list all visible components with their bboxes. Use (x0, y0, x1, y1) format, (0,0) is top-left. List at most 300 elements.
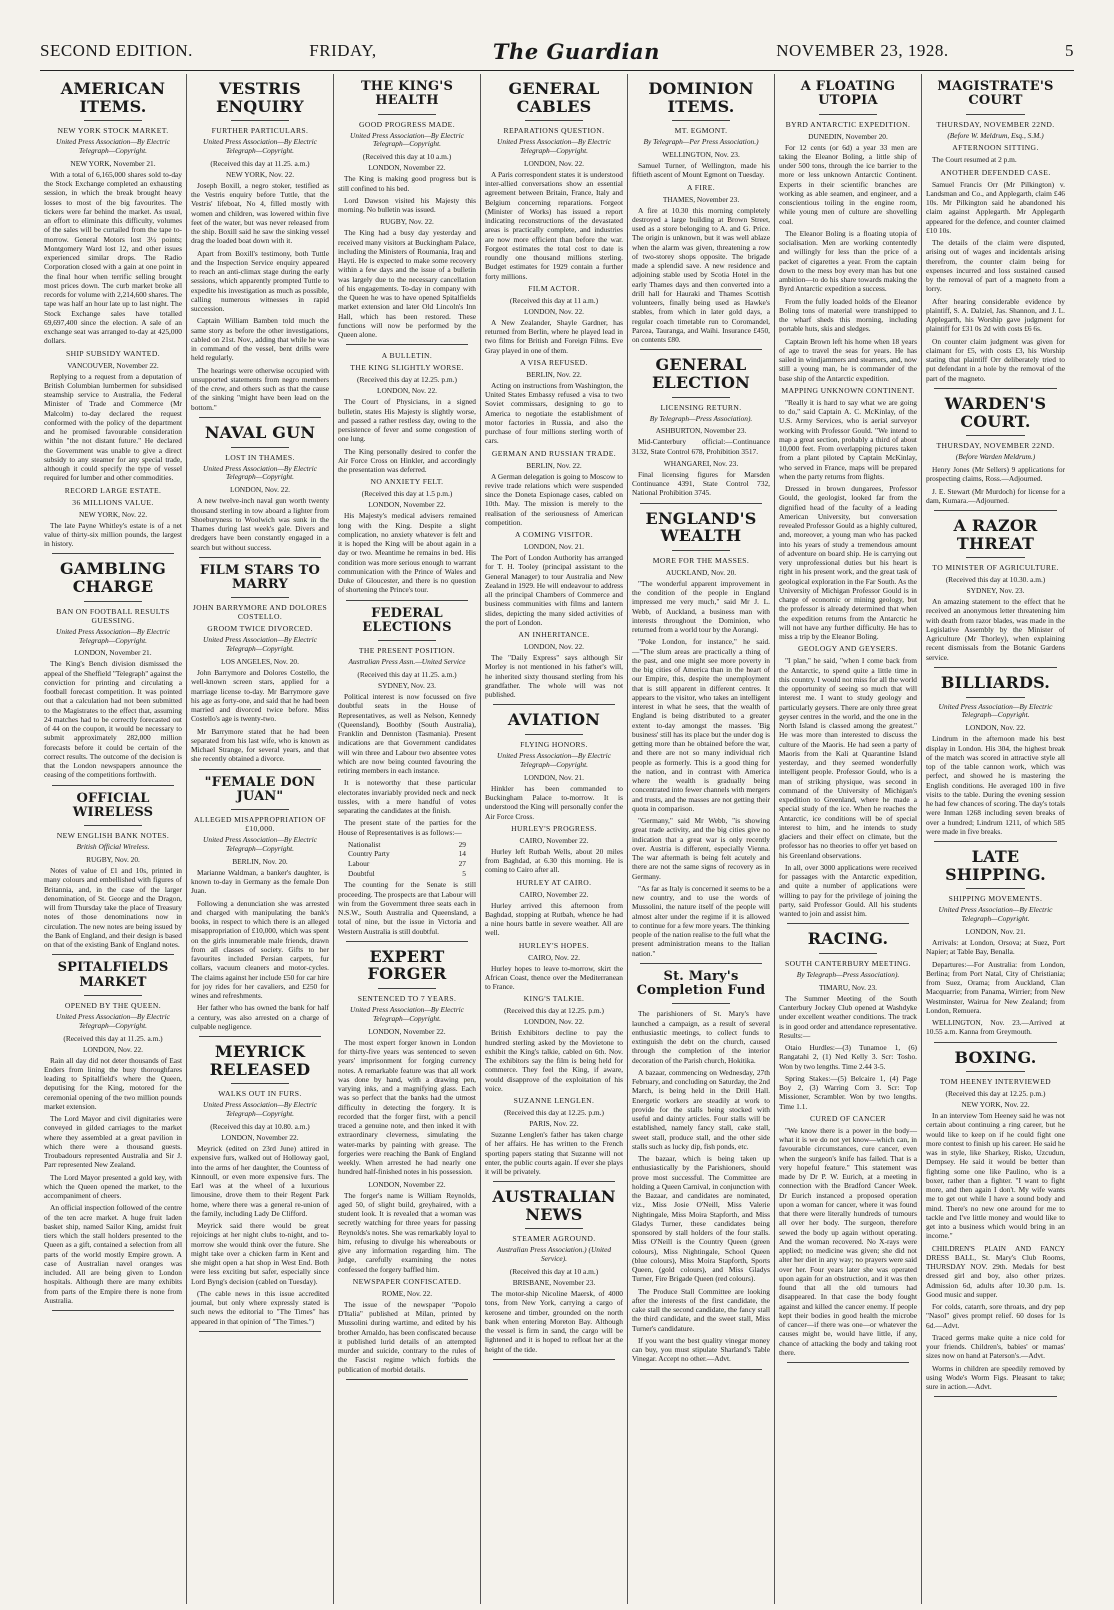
headline-rule (84, 120, 142, 121)
headline: FILM STARS TO MARRY (199, 562, 321, 593)
credit-line: By Telegraph—Per Press Association.) (643, 137, 759, 147)
subheading: GEOLOGY AND GEYSERS. (798, 644, 898, 654)
headline: OFFICIAL WIRELESS (72, 790, 154, 820)
article (191, 1043, 329, 1332)
dateline: LONDON, November 22. (368, 163, 446, 173)
dateline: NEW YORK, November 21. (70, 158, 156, 168)
article-rule (199, 1036, 321, 1037)
dateline: LONDON, Nov. 22. (523, 1017, 585, 1027)
paragraph: Hinkler has been commanded to Buckingham Palace to-morrow. It is understood the King will personally confer the Air Force Cross. (485, 783, 623, 821)
dateline: RUGBY, Nov. 22. (380, 217, 434, 227)
article (632, 970, 770, 1370)
dateline: AUCKLAND, Nov. 20. (665, 567, 737, 577)
headline-rule (231, 447, 289, 448)
article-rule (346, 344, 468, 345)
subheading: THE PRESENT POSITION. (358, 646, 456, 656)
credit-line: United Press Association—By Electric Telegraph—Copyright. (203, 1100, 317, 1119)
subheading: SOUTH CANTERBURY MEETING. (785, 958, 911, 968)
subheading: HURLEY'S PROGRESS. (511, 823, 597, 833)
dateline: CAIRO, November 22. (519, 889, 589, 899)
paragraph: The King had a busy day yesterday and received many visitors at Buckingham Palace, including the Ministers of Roumania, Iraq and Hayti. He is expected to make some recovery within a few days and the issue of a bulletin was largely due to the necessary cancellation of his engagements. To-day in company with the Queen he was to have opened Spitalfields market extension and later Old Lincoln's Inn Hall, which has been restored. These functions will now be performed by the Queen alone. (338, 228, 476, 340)
dateline: LONDON, Nov. 22. (376, 386, 438, 396)
subheading: SHIPPING MOVEMENTS. (948, 894, 1043, 904)
page-number: 5 (1065, 41, 1074, 60)
paragraph: The late Payne Whitley's estate is of a net value of thirty-six million pounds, the largest in history. (44, 520, 182, 549)
dateline: NEW YORK, Nov. 22. (78, 509, 148, 519)
paragraph: The Lord Mayor and civil dignitaries were conveyed in gilded carriages to the market where they assembled at a great pavilion in which there were a thousand guests. Troubadours represented Australia and Sir J. Parr represented New Zealand. (44, 1114, 182, 1170)
paragraph: "The wonderful apparent improvement in the condition of the people in England impressed me very much," said Mr J. L. Webb, of Auckland, a business man with interests throughout the Dominion, who returned from a world tour by the Aorangi. (632, 578, 770, 635)
article (926, 848, 1065, 1042)
article-rule (199, 417, 321, 418)
dateline: LONDON, November 22. (221, 1133, 299, 1143)
headline-rule (966, 888, 1025, 889)
subheading: KING'S TALKIE. (523, 994, 585, 1004)
headline-rule (84, 995, 142, 996)
dateline: (Received this day at 11.25. a.m.) (357, 670, 457, 680)
day-label: FRIDAY, (309, 41, 377, 60)
paragraph: Lindrum in the afternoon made his best display in London. His 304, the highest break of the match was scored in attractive style all top of the table cannon work, which was perfect, and showed he is mastering the English conditions. He averaged 100 in five visits to the table. During the evening session he had few chances of scoring. The day's totals were Inman 1268 including seven breaks of over a hundred; Lindrum 1211, of which 585 were made in five breaks. (926, 734, 1065, 836)
dateline: WELLINGTON, Nov. 23. (662, 150, 740, 160)
article-rule (199, 1331, 321, 1332)
headline: St. Mary's Completion Fund (636, 968, 766, 999)
table-cell: Labour (348, 859, 370, 869)
paragraph: Her father who has owned the bank for half a century, was also arrested on a charge of culpable negligence. (191, 1003, 329, 1031)
column (481, 74, 628, 1604)
dateline: (Received this day at 10.80. a.m.) (210, 1122, 310, 1132)
dateline: (Received this day at 10.30. a.m.) (945, 575, 1046, 585)
paragraph: Captain William Bamben told much the same story as before the other investigations, cabled on 21st. Nov., adding that while he was in command of the vessel, bent drills were held regularly. (191, 316, 329, 363)
dateline: LONDON, Nov. 21. (523, 542, 585, 552)
subheading: LICENSING RETURN. (660, 402, 742, 412)
headline-rule (966, 697, 1025, 698)
paragraph: An amazing statement to the effect that he received an anonymous letter threatening him with death from razor blades, was made in the Legislative Assembly by the Minister of Agriculture (Mr Thorley), when explaining recent dismissals from the Botanic Gardens service. (926, 597, 1065, 662)
headline-rule (378, 114, 436, 115)
article-rule (52, 954, 174, 955)
dateline: RUGBY, Nov. 20. (86, 855, 140, 865)
headline-rule (378, 988, 436, 989)
subheading: MAPPING UNKNOWN CONTINENT. (781, 385, 915, 395)
table-cell: 29 (458, 839, 466, 849)
credit-line: Australian Press Assn.—United Service (348, 657, 466, 667)
article-rule (52, 785, 174, 786)
article (926, 517, 1065, 668)
paragraph: "Germany," said Mr Webb, "is showing great trade activity, and the big cities give no indication that a great war is only recently over. Austria is different, especially Vienna. The war aftermath is being felt acutely and there are not the same signs of recovery as in Germany. (632, 816, 770, 881)
paragraph: Henry Jones (Mr Sellers) 9 applications for prospecting claims, Ross.—Adjourned. (926, 465, 1065, 484)
headline: A RAZOR THREAT (953, 516, 1038, 553)
paragraph: His Majesty's medical advisers remained long with the King. Despite a slight complication, no anxiety whatever is felt and it is hoped the King will be about again in a day or two. Meantime he remains in bed. His condition was more serious enough to warrant communication with the Prince of Wales and Duke of Gloucester, and there is no question of shortening the Prince's tour. (338, 511, 476, 595)
credit-line: By Telegraph—Press Association). (649, 413, 753, 423)
credit-line: United Press Association—By Electric Telegraph—Copyright. (56, 1011, 170, 1030)
paragraph: Spring Stakes:—(5) Belcaire 1, (4) Page Boy 2, (3) Warring Corn 3. Scr: Top Missioner, Scrambler. Won by two lengths. Time 1.1. (779, 1073, 917, 1111)
subheading: GROOM TWICE DIVORCED. (207, 624, 313, 634)
paragraph: WELLINGTON, Nov. 23.—Arrived at 10.55 a.m. Kanna from Greymouth. (926, 1018, 1065, 1037)
paragraph: Hurley hopes to leave to-morrow, skirt the African Coast, thence over the Mediterranean to France. (485, 963, 623, 992)
article (338, 80, 476, 345)
paragraph: The King is making good progress but is still confined to his bed. (338, 174, 476, 193)
article (632, 356, 770, 503)
article-rule (934, 388, 1057, 389)
masthead-rule (40, 70, 1074, 71)
article-rule (52, 1310, 174, 1311)
credit-line: United Press Association—By Electric Telegraph—Copyright. (938, 905, 1053, 924)
paragraph: The most expert forger known in London for thirty-five years was sentenced to seven years' imprisonment for forging currency notes. A remarkable feature was that all work was done by hand, with a drawing pen, varying inks, and a magnifying glass. Each was so perfect that the banks had the utmost difficulty in detecting the forgery. It is recorded that the forger first, with a pencil traced a genuine note, and then inked it with extraordinary cleverness, simulating the water-marks by painting with grease. The forgeries were reaching the Bank of England weekly. When arrested he had nearly one hundred half-finished notes in his possession. (338, 1037, 476, 1177)
newspaper-title: The Guardian (492, 38, 660, 64)
article (191, 564, 329, 770)
subheading: LOST IN THAMES. (225, 452, 295, 462)
table-cell: Nationalist (348, 839, 381, 849)
credit-line: United Press Association—By Electric Telegraph—Copyright. (497, 751, 611, 769)
dateline: (Received this day at 1.5 p.m.) (361, 489, 453, 499)
paragraph: Samuel Turner, of Wellington, made his fiftieth ascent of Mount Egmont on Tuesday. (632, 161, 770, 180)
paragraph: After hearing considerable evidence by plaintiff, S. A. Dalziel, Jas. Shannon, and J. L. Applegarth, his Worship gave judgment for plaintiff for £31 0s 2d with costs £6 6s. (926, 296, 1065, 334)
dateline: BERLIN, Nov. 20. (232, 856, 288, 866)
article (338, 607, 476, 942)
headline: GENERAL ELECTION (652, 355, 750, 392)
dateline: THAMES, November 23. (662, 194, 740, 204)
headline-rule (231, 597, 289, 598)
paragraph: Notes of value of £1 and 10s, printed in many colours and embellished with figures of Britannia, and, in the case of the larger denomination, of St. George and the Dragon, will from Thursday take the place of Treasury notes of those denominations now in circulation. The new notes are being issued by the Bank of England, and their design is based on that of the existing Bank of England notes. (44, 866, 182, 950)
paragraph: It is noteworthy that these particular electorates invariably provided neck and neck tussles, with a mere handful of votes separating the candidates at the finish. (338, 778, 476, 816)
dateline: (Received this day at 11.25. a.m.) (63, 1033, 163, 1043)
paragraph: The Lord Mayor presented a gold key, with which the Queen opened the market, to the accompaniment of cheers. (44, 1172, 182, 1201)
subheading: GOOD PROGRESS MADE. (359, 119, 455, 129)
headline: RACING. (807, 929, 889, 949)
subheading: SENTENCED TO 7 YEARS. (357, 994, 457, 1003)
article-rule (346, 1379, 468, 1380)
dateline: CAIRO, November 22. (519, 835, 589, 845)
dateline: LONDON, Nov. 22. (965, 723, 1026, 733)
dateline: SYDNEY, Nov. 23. (378, 681, 436, 691)
paragraph: Mr Barrymore stated that he had been separated from his last wife, who is known as Michael Strange, for several years, and that she recently obtained a divorce. (191, 726, 329, 764)
article (338, 948, 476, 1380)
paragraph: Apart from Boxill's testimony, both Tuttle and the Inspection Service enquiry appeared to reach an anti-climax stage during the early sessions, which apparently prompted Tuttle to expedite his investigation as much as possible, calling numerous witnesses in rapid succession. (191, 248, 329, 314)
results-table (348, 840, 466, 879)
headline: THE KING'S HEALTH (360, 79, 454, 109)
paragraph: Meyrick (edited on 23rd June) attired in expensive furs, walked out of Holloway gaol, into the arms of her daughter, the Countess of Kinnoull, or even more expensive furs. The Earl was at the wheel of a luxurious limousine, drove them to their Regent Park home, where there was a general re-union of the family, including Lady De Clifford. (191, 1144, 329, 1218)
paragraph: The parishioners of St. Mary's have launched a campaign, as a result of several enthusiastic meetings, to collect funds to extinguish the debt on the church, caused through the completion of the interior decoration of the Parish church, Hokitika. (632, 1009, 770, 1065)
dateline: (Received this day at 12.25. p.m.) (504, 1006, 604, 1016)
headline: GENERAL CABLES (508, 79, 600, 116)
article-rule (934, 841, 1057, 842)
table-cell: Country Party (348, 849, 390, 859)
subheading: A FIRE. (686, 182, 716, 192)
credit-line: British Official Wireless. (76, 842, 150, 852)
paragraph: Rain all day did not deter thousands of East Enders from lining the busy thoroughfares leading to Spitalfield's where the Queen, deputising for the King, motored for the ceremonial opening of the two million pounds market extension. (44, 1055, 182, 1111)
headline: DOMINION ITEMS. (648, 79, 754, 116)
subheading: THURSDAY, NOVEMBER 22ND. (936, 119, 1055, 129)
headline-rule (672, 1003, 730, 1004)
subheading: HURLEY'S HOPES. (518, 940, 590, 950)
paragraph: In an interview Tom Heeney said he was not certain about continuing a ring career, but he would like to keep on if he could fight one more contest to finish up his career. He said he was in style, like Sharkey, Risko, Uzcudun, Dempsey. He said it would be better than fighting some one like Paulino, who is a boxer, rather than a fighter. "I want to fight more, and then again I don't. My wife wants me to get out while I have a sound body and mind. There's no new one around for me to tackle and I've little money and would like to get into a business which would bring in an income." (926, 1111, 1065, 1241)
subheading: THURSDAY, NOVEMBER 22ND. (936, 441, 1055, 451)
table-row (348, 869, 466, 879)
dateline: (Received this day at 10 a.m.) (362, 152, 452, 162)
article (926, 1049, 1065, 1398)
subheading: GERMAN AND RUSSIAN TRADE. (491, 448, 617, 458)
dateline: WHANGAREI, Nov. 23. (663, 458, 739, 468)
headline-rule (672, 397, 730, 398)
dateline: BRISBANE, November 23. (512, 1278, 596, 1288)
paragraph: Meyrick said there would be great rejoicings at her night clubs to-night, and to-morrow she would think over the future. She might take over a chicken farm in Kent and she might open a hat shop in West End. Both were less exciting but safer, especially since Lord Byng's decision (cabled on Tuesday). (191, 1221, 329, 1286)
paragraph: Mid-Canterbury official:—Continuance 3132, State Control 678, Prohibition 3517. (632, 437, 770, 456)
subheading: NO ANXIETY FELT. (370, 477, 444, 487)
dateline: LONDON, Nov. 22. (523, 158, 585, 168)
table-row (348, 840, 466, 850)
article (485, 1188, 623, 1360)
article (191, 424, 329, 558)
dateline: BERLIN, Nov. 22. (526, 369, 582, 379)
dateline: ASHBURTON, November 23. (655, 426, 747, 436)
paragraph: J. E. Stewart (Mr Murdoch) for license for a dam, Kumara.—Adjourned. (926, 486, 1065, 505)
dateline: TIMARU, Nov. 23. (818, 982, 878, 992)
paragraph: Final licensing figures for Marsden Continuance 4391, State Control 732, National Prohibition 3745. (632, 469, 770, 498)
subheading: FILM ACTOR. (528, 283, 580, 293)
subheading: A VISA REFUSED. (520, 357, 588, 367)
paragraph: In all, over 3000 applications were received for passages with the Antarctic expedition, and quite a number of applications were willing to pay for the privilege of joining the party, said Professor Gould. All his students wanted to join and assist him. (779, 862, 917, 919)
paragraph: Dressed in brown dungarees, Professor Gould, the geologist, looked far from the dignified head of the faculty of a leading American University, but conversation revealed Professor Gould as a highly cultured, and, moreover, a young man who has packed into his years of study a tremendous amount of adventure on board ship. He is carrying out very unprofessional duties but his heart is right in his present work, and the great task of geological exploration in the Far South. As the University of Michigan Professor Gould is in charge of economic or mining geology, but the professor is already determined that when the expedition returns from the Antarctic he will not have any further difficulty. He has to miss a trip by the Eleanor Boling. (779, 484, 917, 642)
article (779, 80, 917, 924)
dateline: LONDON, November 22. (368, 1026, 446, 1036)
article-rule (787, 923, 909, 924)
dateline: LONDON, Nov. 22. (82, 1044, 144, 1054)
article (485, 711, 623, 1182)
headline-rule (966, 435, 1025, 436)
credit-line: United Press Association—By Electric Telegraph—Copyright. (56, 137, 170, 156)
headline-rule (231, 809, 289, 810)
headline-rule (672, 550, 730, 551)
paragraph: Hurley left Rutbah Wells, about 20 miles from Baghdad, at 6.30 this morning. He is coming to Cairo after all. (485, 846, 623, 875)
dateline: LONDON, November 21. (74, 648, 152, 658)
dateline: (Received this day at 11 a.m.) (509, 295, 599, 305)
paragraph: With a total of 6,165,000 shares sold to-day the Stock Exchange completed an exhausting session, in which the break brought heavy losses to most of the big favourites. The tickers were far behind the market. As usual, an effort to eliminate this difficulty, volumes of the sales will be curtailed from the tape to-morrow. General Motors lost 3¼ points; Montgomery Ward lost 12, and other issues experienced similar drops. The Radio Corporation closed with a gain at one point in the final hour when terrific selling brought most prices down. The curb market broke all records for volume with 2,214,600 shares. The tape was half an hour late up to last night. The Stock Exchange sales have totalled 69,697,400 since the election. A sale of an exchange seat was arranged to-day at 425,000 dollars. (44, 169, 182, 346)
subheading: RECORD LARGE ESTATE. (64, 485, 162, 495)
article-rule (640, 1369, 762, 1370)
article (485, 80, 623, 705)
headline-rule (231, 120, 289, 121)
paragraph: "Poke London, for instance," he said.—"The slum areas are practically a thing of the past, and one might see more poverty in the big cities of America than in the heart of our Empire, this, despite the unemployment that is still apparent in different centres. It appears to the visitor, who takes an intelligent interest in what he sees, that the wealth of England is being distributed to a greater extent to-day amongst the masses. 'Big business' still has its place but the under dog is getting more than he obtained before the war, and there are not so many individual rich people as formerly. This is a good thing for the nation, and in contrast with America where the wealth is gradually being concentrated into fewer channels with mergers and trusts, and the masses are not getting their quota in comparison. (632, 637, 770, 813)
table-cell: Doubtful (348, 868, 375, 878)
column (922, 74, 1069, 1604)
paragraph: The Produce Stall Committee are looking after the interests of the first candidate, the cake stall the second candidate, the fancy stall the third candidate, and the sweet stall, Miss Turner's candidature. (632, 1286, 770, 1333)
subheading: BAN ON FOOTBALL RESULTS GUESSING. (56, 606, 170, 625)
column (334, 74, 481, 1604)
article (191, 776, 329, 1038)
dateline: LONDON, Nov. 22. (523, 306, 585, 316)
dateline: LONDON, Nov. 22. (523, 642, 585, 652)
paragraph: (The cable news in this issue accredited journal, but only where expressly stated is such news the editorial to "The Times" has appeared in that opinion of "The Times.") (191, 1288, 329, 1326)
paragraph: Lord Dawson visited his Majesty this morning. No bulletin was issued. (338, 195, 476, 215)
paragraph: Suzanne Lenglen's father has taken charge of her affairs. He has written to the French sporting papers stating that Suzanne will not enter, the public courts again. If ever she plays it will be privately. (485, 1130, 623, 1177)
paragraph: The details of the claim were disputed, arising out of wages and incidentals arising therefrom, the counter claim being for expenses incurred and loss sustained caused by the removal of part of a magneto from a lorry. (926, 238, 1065, 294)
credit-line: United Press Association—By Electric Telegraph—Copyright. (350, 1005, 464, 1023)
paragraph: John Barrymore and Dolores Costello, the well-known screen stars, applied for a marriage license to-day. Mr Barrymore gave his age as forty-one, and said that he had been married and divorced twice before. Miss Costello's age is twenty-two. (191, 668, 329, 724)
headline-rule (672, 120, 730, 121)
headline-rule (84, 825, 142, 826)
credit-line: United Press Association—By Electric Telegraph—Copyright. (203, 137, 317, 156)
subheading: STEAMER AGROUND. (512, 1234, 596, 1244)
subheading: TO MINISTER OF AGRICULTURE. (932, 563, 1059, 573)
paragraph: An official inspection followed of the centre of the ten acre market. A huge fruit laden basket ship, named Sailor King, amidst fruit tiers which the stall holders presented to the Queen as a gift, contained a selection from all parts of the world mostly Empire grown. A case of Australian navel oranges was included. All are being given to London hospitals. Although there are many exhibits from parts of the Empire there is none from Australia. (44, 1203, 182, 1305)
column (628, 74, 775, 1604)
paragraph: A New Zealander, Shayle Gardner, has returned from Berlin, where he played lead in two films for British and Foreign Films. Eve Gray played in one of them. (485, 317, 623, 355)
headline: BILLIARDS. (940, 672, 1051, 692)
article-rule (640, 503, 762, 504)
paragraph: The King personally desired to confer the Air Force Cross on Hinkler, and accordingly the presentation was deferred. (338, 446, 476, 475)
paragraph: For colds, catarrh, sore throats, and dry pep "Nasol" gives prompt relief. 60 doses for 1s 6d.—Advt. (926, 1302, 1065, 1330)
headline-rule (966, 1071, 1025, 1072)
headline: LATE SHIPPING. (945, 847, 1046, 884)
subheading: AFTERNOON SITTING. (952, 143, 1039, 153)
credit-line: (Before Warden Meldrum.) (955, 452, 1036, 462)
dateline: VANCOUVER, November 22. (67, 360, 159, 370)
table-row (348, 849, 466, 859)
headline: A FLOATING UTOPIA (800, 79, 896, 109)
headline-rule (819, 114, 877, 115)
column (187, 74, 334, 1604)
paragraph: The Eleanor Boling is a floating utopia of socialisation. Men are working contentedly and willingly for less than the price of a packet of cigarettes a year. From the captain down to the mess boy every man has but one ambition—to do his share towards making the Byrd Antarctic expedition a success. (779, 228, 917, 294)
subheading: AN INHERITANCE. (518, 630, 590, 640)
article-rule (199, 769, 321, 770)
paragraph: A German delegation is going to Moscow to revive trade relations which were suspended since the Doneta Espionage cases, cabled on 10th. May. The mission is merely to the realisation of the seriousness of American competition. (485, 471, 623, 527)
dateline: PARIS, Nov. 22. (529, 1119, 579, 1129)
paragraph: The issue of the newspaper "Popolo D'Italia" published at Milan, printed by Mussolini during wartime, and edited by his brother Arnaldo, has been confiscated because it published lurid details of an attempted murder and suicide, contrary to the rules of the Fascist regime which forbids the publication of morbid details. (338, 1299, 476, 1374)
paragraph: A Paris correspondent states it is understood inter-allied conversations show an essential agreement between Britain, France, Italy and Belgium concerning reparations. Forgeot (Minister of Works) has issued a report indicating reconstructions of the devastated areas is practically complete, and industries are now more efficient than before the war. Forgeot estimates the total cost to date is roundly one thousand millions sterling. Budget estimates for 1929 contain a further forty millions. (485, 169, 623, 281)
credit-line: United Press Association—By Electric Telegraph—Copyright. (56, 626, 170, 645)
paragraph: A bazaar, commencing on Wednesday, 27th February, and concluding on Saturday, the 2nd March, is being held in the Drill Hall. Energetic workers are steadily at work to provide for the stalls being stocked with useful and dainty articles. Four stalls will be established, namely fancy stall, cake stall, sweet stall, produce stall, and the other side stalls such as lucky dip, fish ponds, etc. (632, 1067, 770, 1151)
subheading: BYRD ANTARCTIC EXPEDITION. (785, 119, 911, 129)
article-rule (493, 1181, 615, 1182)
paragraph: For 12 cents (or 6d) a year 33 men are taking the Eleanor Boling, a little ship of under 500 tons, through the ice barrier to the more or less unknown Antarctic Continent. Experts in their scientific branches are working as able seamen, and engineer, and a conscientious toiling in the engine room, while young men of culture are shovelling coal. (779, 142, 917, 226)
issue-date: NOVEMBER 23, 1928. (776, 41, 949, 60)
headline: MAGISTRATE'S COURT (937, 79, 1054, 109)
paragraph: CHILDREN'S PLAIN AND FANCY DRESS BALL, St. Mary's Club Rooms, THURSDAY NOV. 29th. Medals for best dressed girl and boy, also other prizes. Admission 6d, adults after 10.30 p.m. 1s. Good music and supper. (926, 1243, 1065, 1299)
paragraph: Hurley arrived this afternoon from Baghdad, stopping at Rutbah, whence he had a nine hours battle in severe weather. All are well. (485, 900, 623, 938)
article (44, 792, 182, 956)
dateline: LONDON, Nov. 22. (229, 485, 291, 495)
headline: BOXING. (954, 1047, 1037, 1067)
headline-rule (966, 557, 1025, 558)
dateline: (Received this day at 12.25. p.m.) (504, 1108, 604, 1118)
article-rule (346, 600, 468, 601)
headline: ENGLAND'S WEALTH (645, 508, 757, 546)
headline: "FEMALE DON JUAN" (204, 774, 316, 804)
paragraph: The forger's name is William Reynolds, aged 50, of slight build, greyhaired, with a student look. It is revealed that a woman was secretly watching for three years for passing Reynolds's notes. She was remarkably loyal to him, refusing to divulge his whereabouts or give any information regarding him. The judge, carefully examining the notes confessed the forgery baffled him. (338, 1190, 476, 1274)
subheading: ANOTHER DEFENDED CASE. (940, 167, 1051, 177)
paragraph: "As far as Italy is concerned it seems to be a new country, and to use the words of Mussolini, the nature itself of the people will almost alter under the regime if it is allowed to continue for a few more years. The thinking people of the nation realise to the full what the present administration means to the Italian nation." (632, 883, 770, 958)
dateline: LONDON, Nov. 21. (523, 772, 585, 782)
dateline: NEW YORK, Nov. 22. (961, 1100, 1030, 1110)
headline: SPITALFIELDS MARKET (57, 960, 169, 990)
dateline: LOS ANGELES, Nov. 20. (221, 657, 299, 667)
article (779, 930, 917, 1363)
headline-rule (819, 953, 877, 954)
paragraph: The Court of Physicians, in a signed bulletin, states His Majesty is slightly worse, and passed a rather restless day, owing to the persistence of fever and some congestion of one lung. (338, 397, 476, 444)
paragraph: The Port of London Authority has arranged for T. H. Tooley (principal assistant to the General Manager) to tour Australia and New Zealand in 1929. He will endeavour to address all the principal Chambers of Commerce and business communities with films and lantern slides, depicting the many sided activities of the port of London. (485, 553, 623, 627)
subheading: FURTHER PARTICULARS. (211, 126, 309, 136)
credit-line: United Press Association—By Electric Telegraph—Copyright. (350, 130, 464, 149)
headline-rule (525, 734, 583, 735)
headline: WARDEN'S COURT. (944, 393, 1047, 431)
headline-rule (378, 640, 436, 641)
headline: EXPERT FORGER (367, 946, 447, 984)
article (926, 80, 1065, 389)
article (926, 674, 1065, 842)
article-rule (934, 667, 1057, 668)
dateline: ROME, Nov. 22. (381, 1288, 433, 1298)
article-rule (346, 941, 468, 942)
paragraph: Traced germs make quite a nice cold for your friends. Children's, babies' or mamas' sizes now on hand at Paterson's.—Advt. (926, 1332, 1065, 1361)
table-cell: 27 (458, 859, 466, 869)
subheading: MT. EGMONT. (674, 126, 728, 136)
headline-rule (525, 1228, 583, 1229)
credit-line: Australian Press Association.) (United Service). (496, 1245, 612, 1264)
article-rule (934, 1396, 1057, 1397)
article-rule (787, 1362, 909, 1363)
paragraph: Worms in children are speedily removed by using Wode's Worm Figs. Pleasant to take; sure in action.—Advt. (926, 1363, 1065, 1392)
article (338, 351, 476, 600)
dateline: (Received this day at 10 a.m.) (509, 1267, 599, 1277)
headline-rule (966, 114, 1025, 115)
paragraph: Samuel Francis Orr (Mr Pilkington) v. Landsman and Co., and Applegarth, claim £46 10s. Mr Pilkington said he abandoned his claim against Applegarth. Mr Applegarth appeared for the defence, and counter claimed £10 10s. (926, 179, 1065, 235)
subheading: REPARATIONS QUESTION. (503, 126, 605, 136)
paragraph: Captain Brown left his home when 18 years of age to travel the seas for years. He has sailed in windjammers and steamers, and, now still a young man, he is commander of the base ship of the Antarctic expedition. (779, 336, 917, 383)
paragraph: Joseph Boxill, a negro stoker, testified as the Vestris enquiry before Tuttle, that the Vestris' lifeboat, No 4, filled mostly with women and children, was lowered within five feet of the water, but was never released from the ship. Boxill said he saw the sinking vessel drag the loaded boat down with it. (191, 180, 329, 246)
paragraph: The King's Bench division dismissed the appeal of the Sheffield "Telegraph" against the conviction for printing and circulating a football forecast competition. It was pointed out that a calculation had not been submitted to the Magistrates to the effect that, assuming 24 matches had to be correctly forecasted out of 44 on the coupon, it would be necessary to submit approximately 282,000 million forecasts before it could be certain of the correct results. The outcome of the decision is that the London newspapers announce the ceasing of the competitions forthwith. (44, 659, 182, 780)
headline-rule (84, 601, 142, 602)
headline: FEDERAL ELECTIONS (362, 605, 452, 635)
headline: AUSTRALIAN NEWS (492, 1187, 616, 1224)
credit-line: United Press Association—By Electric Telegraph—Copyright. (497, 137, 611, 156)
credit-line: (Before W. Meldrum, Esq., S.M.) (947, 130, 1044, 140)
paragraph: Acting on instructions from Washington, the United States Embassy refused a visa to two Soviet commissars, designing to go to America to negotiate the establishment of motor factories in Russia, and also the purchase of four millions sterling worth of cars. (485, 380, 623, 446)
dateline: (Received this day at 11.25. a.m.) (210, 158, 310, 168)
credit-line: By Telegraph—Press Association). (796, 969, 900, 979)
subheading: WALKS OUT IN FURS. (218, 1089, 302, 1099)
credit-line: United Press Association—By Electric Telegraph—Copyright. (938, 701, 1053, 720)
headline: AVIATION (507, 710, 601, 730)
article-rule (640, 349, 762, 350)
dateline: CAIRO, Nov. 22. (528, 952, 580, 962)
paragraph: "Really it is hard to say what we are going to do," said Captain A. C. McKinlay, of the U.S. Army Services, who is aerial surveyor working with Professor Gould. "We intend to map a great section, probably a third of about 10,000 feet. From overlapping pictures taken from a plant piloted by Captain McKinlay, who served in France, maps will be prepared when the party returns from flights. (779, 397, 917, 481)
paragraph: Following a denunciation she was arrested and charged with manipulating the bank's books, in respect to which there is an alleged misappropriation of £10,000, which was spent on the girls innumerable male friends, drawn from all classes of society. Gifts to her favourites included Persian carpets, fur collars, vacuum cleaners and motor-cycles. The claims against her include £50 for car hire for joy rides for her cavaliers, and £250 for wines and refreshments. (191, 898, 329, 1001)
article-rule (199, 557, 321, 558)
table-row (348, 859, 466, 869)
article (44, 80, 182, 554)
subheading: MORE FOR THE MASSES. (652, 555, 750, 565)
subheading: THE KING SLIGHTLY WORSE. (350, 363, 464, 373)
credit-line: United Press Association—By Electric Telegraph—Copyright. (203, 635, 317, 654)
headline: MEYRICK RELEASED (209, 1042, 311, 1079)
article (191, 80, 329, 418)
article-rule (640, 963, 762, 964)
column (40, 74, 187, 1604)
article-rule (493, 704, 615, 705)
paragraph: From the fully loaded holds of the Eleanor Boling tons of material were transhipped to the wharf sheds this morning, including portable huts, skis and sledges. (779, 296, 917, 334)
headline-rule (525, 120, 583, 121)
headline: GAMBLING CHARGE (60, 559, 166, 597)
table-cell: 14 (458, 849, 466, 859)
table-cell: 5 (462, 868, 466, 878)
paragraph: The present state of the parties for the House of Representatives is as follows:— (338, 818, 476, 837)
dateline: NEW YORK, Nov. 22. (225, 169, 295, 179)
paragraph: The hearings were otherwise occupied with unsupported statements from negro members of the crew, and others such as that the cause of the sinking "might have been lead on the bottom." (191, 365, 329, 412)
subheading: ALLEGED MISAPPROPRIATION OF £10,000. (194, 815, 326, 834)
subheading: FLYING HONORS. (520, 740, 588, 750)
dateline: LONDON, November 22. (368, 1179, 446, 1189)
article (632, 510, 770, 964)
subheading: 36 MILLIONS VALUE. (72, 497, 154, 507)
columns-container (40, 74, 1085, 1604)
